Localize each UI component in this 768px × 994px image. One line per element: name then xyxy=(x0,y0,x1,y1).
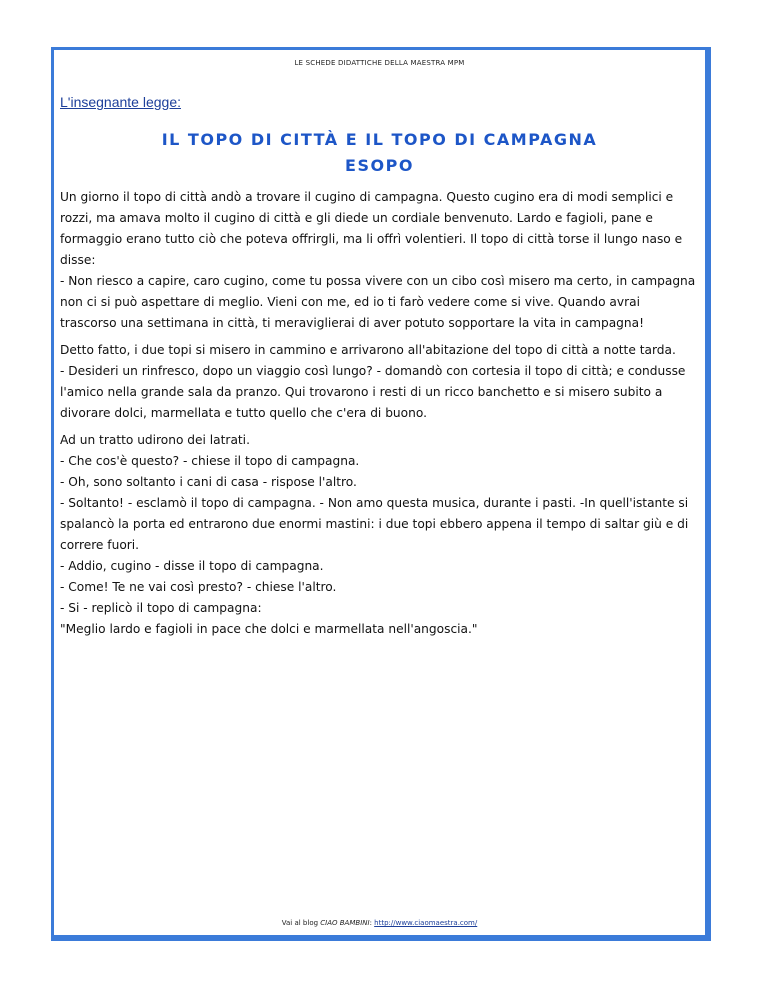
page-frame xyxy=(51,47,711,941)
story-author: ESOPO xyxy=(345,156,414,175)
story-line: - Addio, cugino - disse il topo di campagna. xyxy=(60,559,324,573)
story-line: - Non riesco a capire, caro cugino, come tu possa vivere con un cibo così misero ma certo, in campagna non ci si può aspettare di meglio. Vieni con me, ed io ti farò vedere come si vive. Quando avrai trascorso una settimana in città, ti meraviglierai di aver potuto sopportare la vita in campagna! xyxy=(60,274,696,330)
footer-sep: : xyxy=(369,919,375,927)
story-line: "Meglio lardo e fagioli in pace che dolci e marmellata nell'angoscia." xyxy=(60,622,478,636)
story-paragraph xyxy=(60,187,699,334)
story-line: Un giorno il topo di città andò a trovare il cugino di campagna. Questo cugino era di modi semplici e rozzi, ma amava molto il cugino di città e gli diede un cordiale benvenuto. Lardo e fagioli, pane e formaggio erano tutto ciò che poteva offrirgli, ma li offrì volentieri. Il topo di città torse il lungo naso e disse: xyxy=(60,190,683,267)
story-line: - Si - replicò il topo di campagna: xyxy=(60,601,262,615)
story-line: Ad un tratto udirono dei latrati. xyxy=(60,433,250,447)
story-line: - Desideri un rinfresco, dopo un viaggio così lungo? - domandò con cortesia il topo di città; e condusse l'amico nella grande sala da pranzo. Qui trovarono i resti di un ricco banchetto e si misero subito a divorare dolci, marmellata e tutto quello che c'era di buono. xyxy=(60,364,686,420)
footer-prefix: Vai al blog xyxy=(281,919,321,927)
story-paragraph xyxy=(60,340,699,424)
story-paragraph xyxy=(60,430,699,640)
footer-blog-name: CIAO BAMBINI xyxy=(320,919,370,927)
page-footer xyxy=(54,919,705,927)
story-title: IL TOPO DI CITTÀ E IL TOPO DI CAMPAGNA xyxy=(161,130,598,149)
story-line: - Oh, sono soltanto i cani di casa - rispose l'altro. xyxy=(60,475,357,489)
story-body xyxy=(60,187,699,646)
story-line: - Come! Te ne vai così presto? - chiese l'altro. xyxy=(60,580,337,594)
page-header: LE SCHEDE DIDATTICHE DELLA MAESTRA MPM xyxy=(294,59,465,67)
blog-link[interactable]: http://www.ciaomaestra.com/ xyxy=(374,919,478,927)
story-line: - Soltanto! - esclamò il topo di campagna. - Non amo questa musica, durante i pasti. -In quell'istante si spalancò la porta ed entrarono due enormi mastini: i due topi ebbero appena il tempo di saltar giù e di correre fuori. xyxy=(60,496,689,552)
reading-label: L'insegnante legge: xyxy=(60,94,181,110)
story-line: - Che cos'è questo? - chiese il topo di campagna. xyxy=(60,454,360,468)
story-line: Detto fatto, i due topi si misero in cammino e arrivarono all'abitazione del topo di città a notte tarda. xyxy=(60,343,676,357)
